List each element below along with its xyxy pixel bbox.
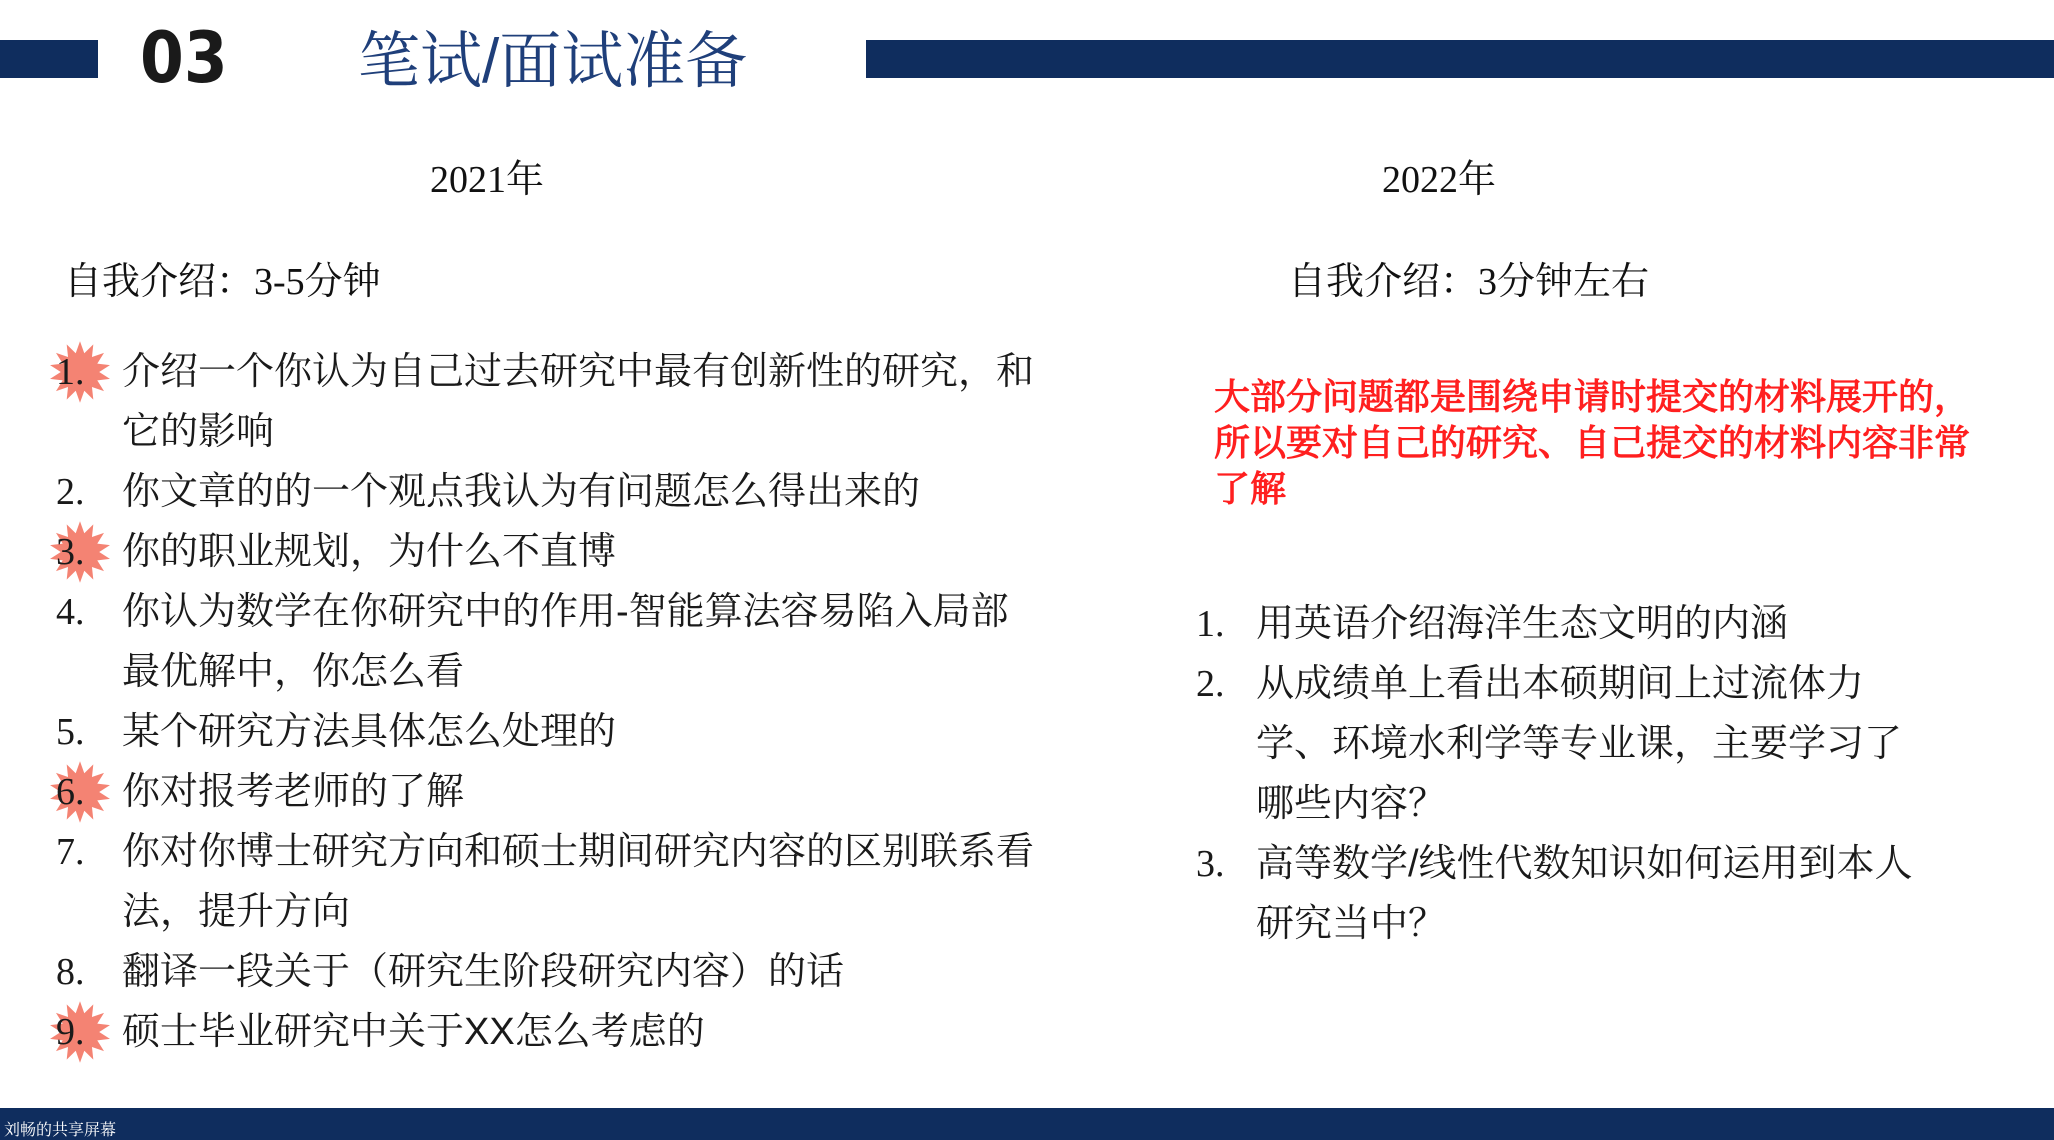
question-item [56, 462, 1036, 522]
question-list-2022 [1196, 594, 1916, 954]
question-number: 3. [1196, 843, 1225, 885]
question-item [56, 822, 1036, 942]
question-text: 你对你博士研究方向和硕士期间研究内容的区别联系看法，提升方向 [122, 831, 1035, 933]
footer-bar [0, 1108, 2054, 1140]
self-intro-2021 [64, 250, 381, 305]
question-item [56, 342, 1036, 462]
question-item [1196, 834, 1916, 954]
section-number: 03 [140, 17, 228, 99]
question-list-2021 [56, 342, 1036, 1062]
year-2021-heading: 2021年 [430, 159, 545, 201]
question-item [56, 582, 1036, 702]
question-text: 你对报考老师的了解 [122, 771, 465, 813]
self-intro-label: 自我介绍： [1288, 261, 1479, 303]
question-text: 用英语介绍海洋生态文明的内涵 [1256, 603, 1789, 645]
question-text: 翻译一段关于（研究生阶段研究内容）的话 [122, 951, 845, 993]
question-item [56, 522, 1036, 582]
question-item [56, 762, 1036, 822]
page-title: 笔试/面试准备 [358, 27, 748, 96]
question-text: 从成绩单上看出本硕期间上过流体力学、环境水利学等专业课，主要学习了哪些内容？ [1256, 663, 1903, 825]
question-number: 2. [56, 471, 85, 513]
question-number: 6. [56, 771, 85, 813]
question-number: 7. [56, 831, 85, 873]
question-number: 4. [56, 591, 85, 633]
question-number: 5. [56, 711, 85, 753]
question-item [56, 702, 1036, 762]
question-text: 介绍一个你认为自己过去研究中最有创新性的研究，和它的影响 [122, 351, 1035, 453]
self-intro-duration: 3分钟左右 [1478, 261, 1650, 303]
question-number: 3. [56, 531, 85, 573]
self-intro-duration: 3-5分钟 [254, 261, 381, 303]
header-bar-right [866, 40, 2054, 78]
header-bar-left [0, 40, 98, 78]
question-text: 你的职业规划，为什么不直博 [122, 531, 617, 573]
question-number: 1. [1196, 603, 1225, 645]
question-item [1196, 654, 1916, 834]
question-number: 8. [56, 951, 85, 993]
question-text: 高等数学/线性代数知识如何运用到本人研究当中？ [1256, 843, 1913, 945]
question-text: 你文章的的一个观点我认为有问题怎么得出来的 [122, 471, 921, 513]
question-item [1196, 594, 1916, 654]
question-text: 某个研究方法具体怎么处理的 [122, 711, 617, 753]
screen-share-label: 刘畅的共享屏幕 [4, 1122, 117, 1139]
self-intro-2022 [1288, 250, 1649, 305]
question-text: 你认为数学在你研究中的作用-智能算法容易陷入局部最优解中，你怎么看 [122, 591, 1009, 693]
question-number: 2. [1196, 663, 1225, 705]
year-2022-heading: 2022年 [1382, 159, 1497, 201]
question-item [56, 1002, 1036, 1062]
question-number: 1. [56, 351, 85, 393]
question-text: 硕士毕业研究中关于XX怎么考虑的 [122, 1011, 705, 1053]
question-number: 9. [56, 1011, 85, 1053]
callout-text: 大部分问题都是围绕申请时提交的材料展开的，所以要对自己的研究、自己提交的材料内容非常了解 [1214, 376, 1971, 509]
question-item [56, 942, 1036, 1002]
self-intro-label: 自我介绍： [64, 261, 255, 303]
